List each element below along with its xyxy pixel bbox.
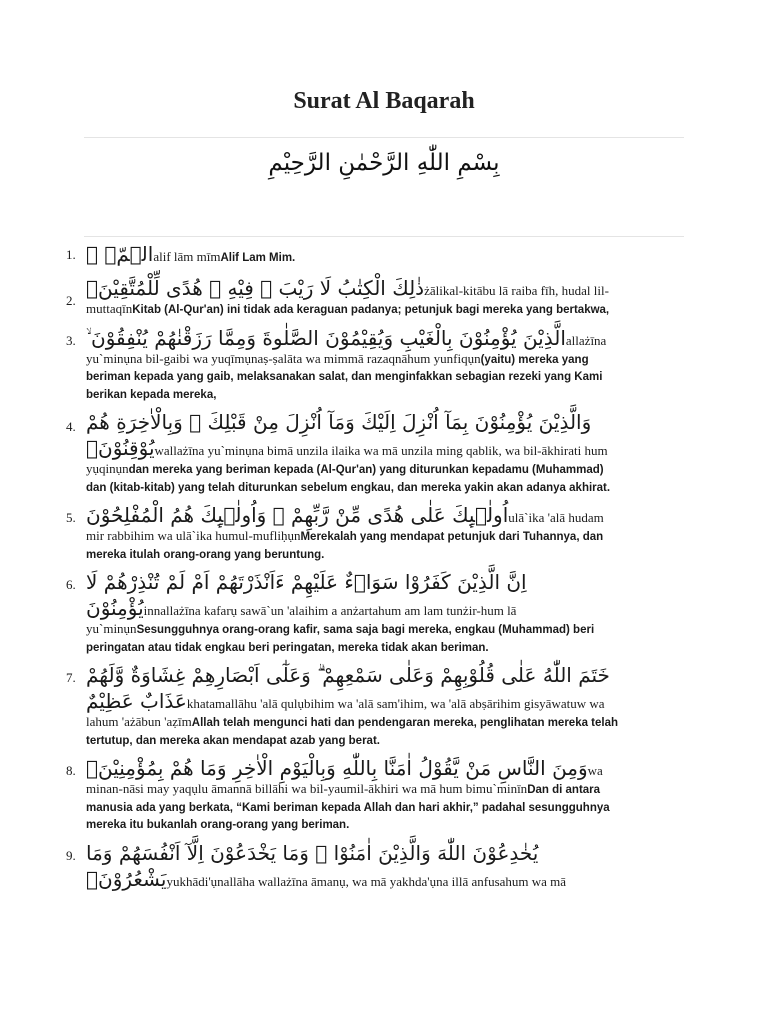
verse-list xyxy=(66,235,622,892)
arabic-text: ذٰلِكَ الْكِتٰبُ لَا رَيْبَ ۛ فِيْهِ ۛ هُدًى لِّلْمُتَّقِيْنَۙ xyxy=(86,276,425,300)
verse-number: 1. xyxy=(66,247,76,262)
page-title: Surat Al Baqarah xyxy=(293,88,475,114)
divider-top xyxy=(84,137,684,138)
verse-number: 3. xyxy=(66,332,76,348)
verse-number: 6. xyxy=(66,577,76,592)
verse-number: 2. xyxy=(66,293,76,308)
transliteration-text: yukhādi'ụnallāha wallażīna āmanụ, wa mā yakhda'ụna illā anfusahum wa mā xyxy=(166,873,567,889)
arabic-text: وَمِنَ النَّاسِ مَنْ يَّقُوْلُ اٰمَنَّا بِاللّٰهِ وَبِالْيَوْمِ الْاٰخِرِ وَمَا هُمْ بِمُؤْمِنِيْنَۘ xyxy=(86,756,588,780)
transliteration-text: ulā`ika 'alā hudam mir rabbihim wa ulā`ika humul-mufliḥụn xyxy=(86,510,604,543)
transliteration-text: wallażīna yu`minụna bimā unzila ilaika wa mā unzila ming qablik, wa bil-ākhirati hum yụqinụn xyxy=(86,443,608,476)
transliteration-text: allażīna yu`minụna bil-gaibi wa yuqīmụnaṣ-ṣalāta wa mimmā razaqnāhum yunfiqụn xyxy=(86,332,607,366)
transliteration-text: alif lām mīm xyxy=(153,249,221,264)
verse-item-4 xyxy=(66,409,622,496)
verse-number: 4. xyxy=(66,419,76,434)
verse-number: 8. xyxy=(66,763,76,778)
translation-text: dan mereka yang beriman kepada (Al-Qur'an) yang diturunkan kepadamu (Muhammad) dan (kitab-kitab) yang telah diturunkan sebelum engkau, dan mereka yakin akan adanya akhirat. xyxy=(86,464,611,494)
translation-text: Dan di antara manusia ada yang berkata, “Kami beriman kepada Allah dan hari akhir,” padahal sesungguhnya mereka itu bukanlah orang-orang yang beriman. xyxy=(86,784,610,831)
verse-number: 7. xyxy=(66,670,76,685)
arabic-text: اِنَّ الَّذِيْنَ كَفَرُوْا سَوَاۤءٌ عَلَيْهِمْ ءَاَنْذَرْتَهُمْ اَمْ لَمْ تُنْذِرْهُمْ لَا يُؤْمِنُوْنَ xyxy=(86,570,527,620)
translation-text: Alif Lam Mim. xyxy=(220,252,296,264)
verse-item-7 xyxy=(66,662,622,749)
translation-text: Kitab (Al-Qur'an) ini tidak ada keraguan padanya; petunjuk bagi mereka yang bertakwa, xyxy=(132,304,610,316)
verse-item-3 xyxy=(66,325,622,404)
transliteration-text: khatamallāhu 'alā qulụbihim wa 'alā sam'ihim, wa 'alā abṣārihim gisyāwatuw wa lahum 'ażābun 'aẓīm xyxy=(86,696,605,729)
transliteration-text: wa minan-nāsi may yaqụlu āmannā billāhi wa bil-yaumil-ākhiri wa mā hum bimu`minīn xyxy=(86,763,603,796)
verse-number: 9. xyxy=(66,847,76,863)
arabic-text: وَالَّذِيْنَ يُؤْمِنُوْنَ بِمَآ اُنْزِلَ اِلَيْكَ وَمَآ اُنْزِلَ مِنْ قَبْلِكَ ۚ وَبِالْاٰخِرَةِ هُمْ يُوْقِنُوْنَۗ xyxy=(86,410,592,460)
bismillah-heading: بِسْمِ اللّٰهِ الرَّحْمٰنِ الرَّحِيْمِ xyxy=(268,150,500,176)
arabic-text: الۤمّۤ ۚ xyxy=(86,242,154,266)
verse-item-1 xyxy=(66,241,622,267)
verse-item-2 xyxy=(66,275,622,319)
verse-item-8 xyxy=(66,755,622,834)
verse-number: 5. xyxy=(66,510,76,525)
transliteration-text: innallażīna kafarụ sawā`un 'alaihim a anżartahum am lam tunżir-hum lā yu`minụn xyxy=(86,603,517,636)
arabic-text: خَتَمَ اللّٰهُ عَلٰى قُلُوْبِهِمْ وَعَلٰى سَمْعِهِمْ ۗ وَعَلٰٓى اَبْصَارِهِمْ غِشَاوَةٌ وَّلَهُمْ عَذَابٌ عَظِيْمٌ xyxy=(86,663,610,713)
verse-item-5 xyxy=(66,502,622,563)
arabic-text: اُولٰۤىِٕكَ عَلٰى هُدًى مِّنْ رَّبِّهِمْ ۙ وَاُولٰۤىِٕكَ هُمُ الْمُفْلِحُوْنَ xyxy=(86,503,509,527)
arabic-text: يُخٰدِعُوْنَ اللّٰهَ وَالَّذِيْنَ اٰمَنُوْا ۚ وَمَا يَخْدَعُوْنَ اِلَّآ اَنْفُسَهُمْ وَمَا يَشْعُرُوْنَۗ xyxy=(86,840,539,891)
translation-text: Allah telah mengunci hati dan pendengaran mereka, penglihatan mereka telah tertutup, dan mereka akan mendapat azab yang berat. xyxy=(86,717,619,747)
verse-item-6 xyxy=(66,569,622,656)
translation-text: Sesungguhnya orang-orang kafir, sama saja bagi mereka, engkau (Muhammad) beri peringatan atau tidak engkau beri peringatan, mereka tidak akan beriman. xyxy=(86,624,595,654)
translation-text: (yaitu) mereka yang beriman kepada yang gaib, melaksanakan salat, dan menginfakkan sebagian rezeki yang Kami berikan kepada mereka, xyxy=(86,353,603,401)
translation-text: Merekalah yang mendapat petunjuk dari Tuhannya, dan mereka itulah orang-orang yang beruntung. xyxy=(86,531,604,561)
transliteration-text: żālikal-kitābu lā raiba fīh, hudal lil-muttaqīn xyxy=(86,283,609,316)
verse-item-9 xyxy=(66,840,622,892)
arabic-text: الَّذِيْنَ يُؤْمِنُوْنَ بِالْغَيْبِ وَيُقِيْمُوْنَ الصَّلٰوةَ وَمِمَّا رَزَقْنٰهُمْ يُنْفِقُوْنَ ۙ xyxy=(86,325,566,350)
